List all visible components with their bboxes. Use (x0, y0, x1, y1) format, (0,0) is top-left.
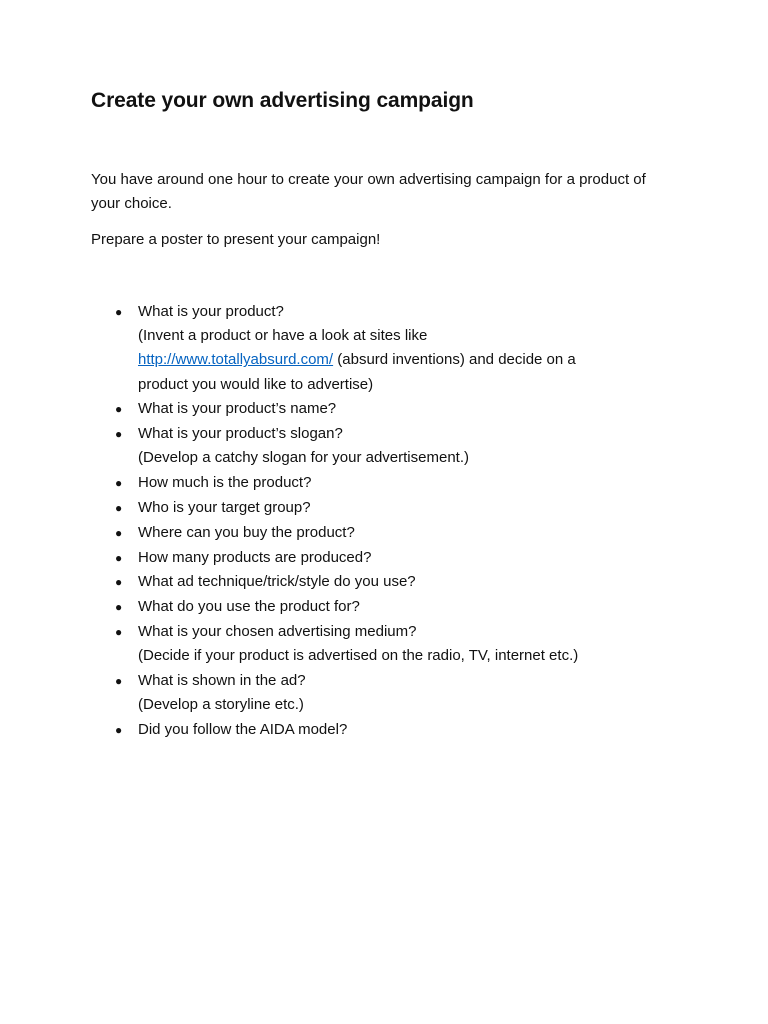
question-text: Who is your target group? (138, 499, 311, 516)
question-text: How much is the product? (138, 474, 312, 492)
list-item (113, 422, 673, 470)
list-item (113, 620, 673, 668)
list-item (113, 669, 673, 717)
question-detail: (Develop a catchy slogan for your advertisement.) (138, 449, 469, 467)
question-detail: (Invent a product or have a look at sites like (138, 327, 428, 345)
link-trailing-text: (absurd inventions) and decide on a (333, 351, 576, 369)
bullet-icon: ● (115, 575, 123, 590)
bullet-icon: ● (115, 673, 123, 688)
question-text: What ad technique/trick/style do you use? (138, 573, 416, 591)
bullet-icon: ● (115, 722, 123, 737)
list-item (113, 471, 673, 495)
question-text: What is your product’s name? (138, 400, 337, 418)
list-item (113, 300, 673, 397)
bullet-icon: ● (115, 402, 123, 417)
question-list (113, 300, 673, 743)
poster-instruction: Prepare a poster to present your campaign! (91, 231, 381, 248)
totallyabsurd-link[interactable]: http://www.totallyabsurd.com/ (138, 351, 334, 369)
question-detail-link-line (138, 348, 673, 372)
question-text: What is your product’s slogan? (138, 425, 343, 443)
question-text: What is your chosen advertising medium? (138, 622, 417, 640)
question-detail: product you would like to advertise) (138, 375, 374, 393)
bullet-icon: ● (115, 624, 123, 639)
bullet-icon: ● (115, 525, 123, 540)
question-detail: (Decide if your product is advertised on the radio, TV, internet etc.) (138, 647, 579, 665)
list-item (113, 521, 673, 545)
question-text: What do you use the product for? (138, 598, 360, 616)
list-item (113, 397, 673, 421)
bullet-icon: ● (115, 501, 123, 515)
bullet-icon: ● (115, 550, 123, 565)
intro-paragraph: You have around one hour to create your own advertising campaign for a product of your choice. (91, 171, 646, 212)
list-item (113, 595, 673, 619)
bullet-icon: ● (115, 600, 123, 615)
question-text: Did you follow the AIDA model? (138, 720, 348, 738)
list-item (113, 570, 673, 594)
list-item (113, 546, 673, 570)
list-item (113, 496, 673, 520)
question-detail: (Develop a storyline etc.) (138, 696, 304, 714)
document-title: Create your own advertising campaign (91, 89, 474, 112)
bullet-icon: ● (115, 476, 123, 491)
question-text: What is shown in the ad? (138, 671, 306, 689)
question-text: Where can you buy the product? (138, 523, 355, 541)
question-text: How many products are produced? (138, 548, 372, 566)
bullet-icon: ● (115, 305, 123, 319)
list-item (113, 718, 673, 742)
question-text: What is your product? (138, 303, 284, 320)
bullet-icon: ● (115, 427, 123, 442)
